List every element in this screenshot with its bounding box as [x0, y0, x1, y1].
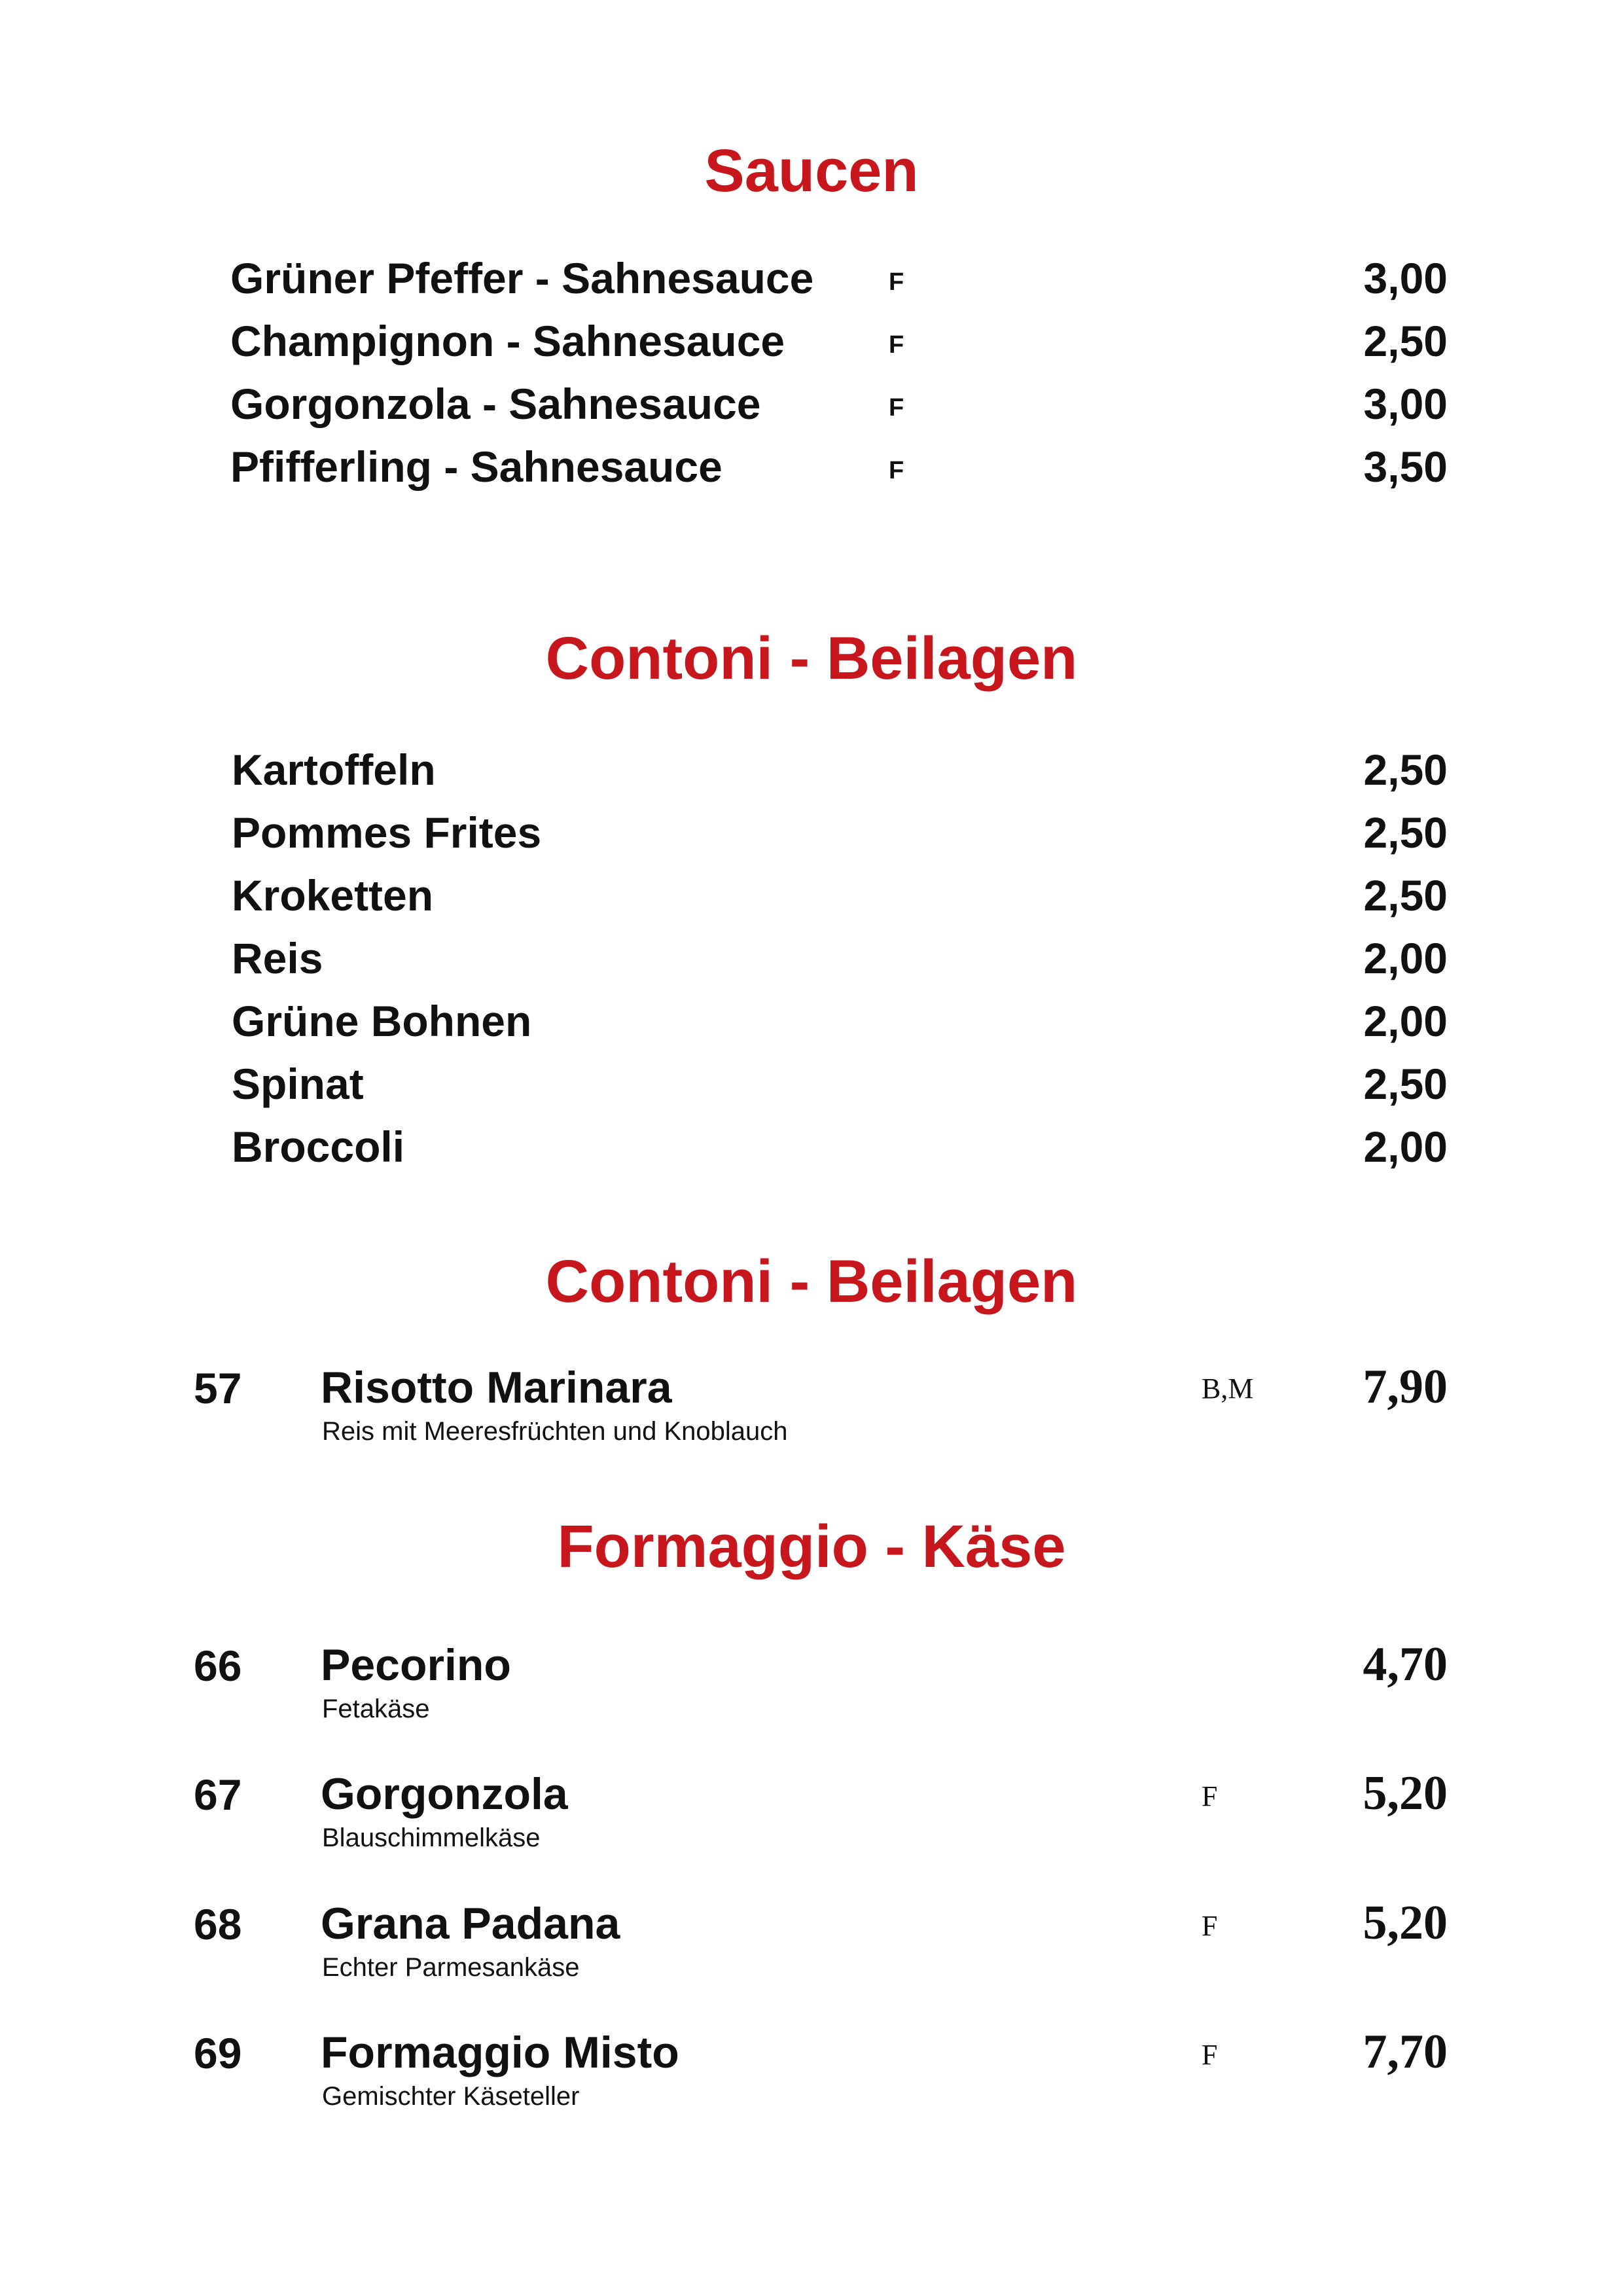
item-price: 3,00 — [1363, 380, 1448, 428]
item-name: Kartoffeln — [232, 745, 436, 794]
item-description: Blauschimmelkäse — [322, 1823, 541, 1852]
item-name: Formaggio Misto — [321, 2028, 679, 2077]
item-description: Fetakäse — [322, 1695, 430, 1723]
item-price: 2,50 — [1363, 871, 1448, 920]
item-description: Reis mit Meeresfrüchten und Knoblauch — [322, 1417, 788, 1446]
allergen-code: F — [889, 457, 904, 484]
item-name: Kroketten — [232, 871, 434, 920]
item-name: Gorgonzola — [321, 1769, 568, 1819]
section-title-beilagen: Contoni - Beilagen — [545, 625, 1078, 692]
item-price: 5,20 — [1363, 1767, 1448, 1820]
item-name: Spinat — [232, 1060, 364, 1108]
item-price: 2,50 — [1363, 745, 1448, 794]
item-price: 2,50 — [1363, 317, 1448, 365]
item-price: 2,00 — [1363, 1122, 1448, 1171]
item-price: 7,70 — [1363, 2025, 1448, 2079]
item-name: Pfifferling - Sahnesauce — [230, 442, 722, 491]
item-price: 3,50 — [1363, 442, 1448, 491]
item-price: 2,50 — [1363, 1060, 1448, 1108]
section-title-kaese: Formaggio - Käse — [557, 1513, 1066, 1580]
item-name: Broccoli — [232, 1122, 405, 1171]
item-name: Grana Padana — [321, 1899, 620, 1948]
item-description: Gemischter Käseteller — [322, 2082, 580, 2111]
section-title-saucen: Saucen — [704, 137, 919, 204]
item-price: 3,00 — [1363, 254, 1448, 302]
item-name: Grüner Pfeffer - Sahnesauce — [230, 254, 814, 302]
allergen-code: F — [889, 331, 904, 359]
item-name: Reis — [232, 934, 323, 982]
dish-number: 68 — [194, 1900, 242, 1948]
item-name: Pecorino — [321, 1640, 511, 1690]
item-name: Champignon - Sahnesauce — [230, 317, 785, 365]
allergen-code: F — [1202, 1910, 1218, 1942]
allergen-code: F — [889, 394, 904, 422]
item-price: 2,00 — [1363, 934, 1448, 982]
item-price: 5,20 — [1363, 1896, 1448, 1950]
allergen-code: F — [1202, 2039, 1218, 2071]
dish-number: 67 — [194, 1770, 242, 1819]
item-name: Grüne Bohnen — [232, 997, 532, 1045]
item-price: 2,00 — [1363, 997, 1448, 1045]
allergen-code: F — [1202, 1780, 1218, 1812]
item-name: Pommes Frites — [232, 808, 542, 857]
item-price: 7,90 — [1363, 1360, 1448, 1414]
allergen-code: F — [889, 268, 904, 296]
item-name: Gorgonzola - Sahnesauce — [230, 380, 761, 428]
dish-number: 66 — [194, 1641, 242, 1690]
item-price: 4,70 — [1363, 1638, 1448, 1691]
item-name: Risotto Marinara — [321, 1363, 672, 1412]
section-title-beilagen-2: Contoni - Beilagen — [545, 1248, 1078, 1315]
item-description: Echter Parmesankäse — [322, 1953, 580, 1982]
item-price: 2,50 — [1363, 808, 1448, 857]
dish-number: 69 — [194, 2029, 242, 2077]
dish-number: 57 — [194, 1364, 242, 1412]
allergen-code: B,M — [1202, 1372, 1254, 1405]
